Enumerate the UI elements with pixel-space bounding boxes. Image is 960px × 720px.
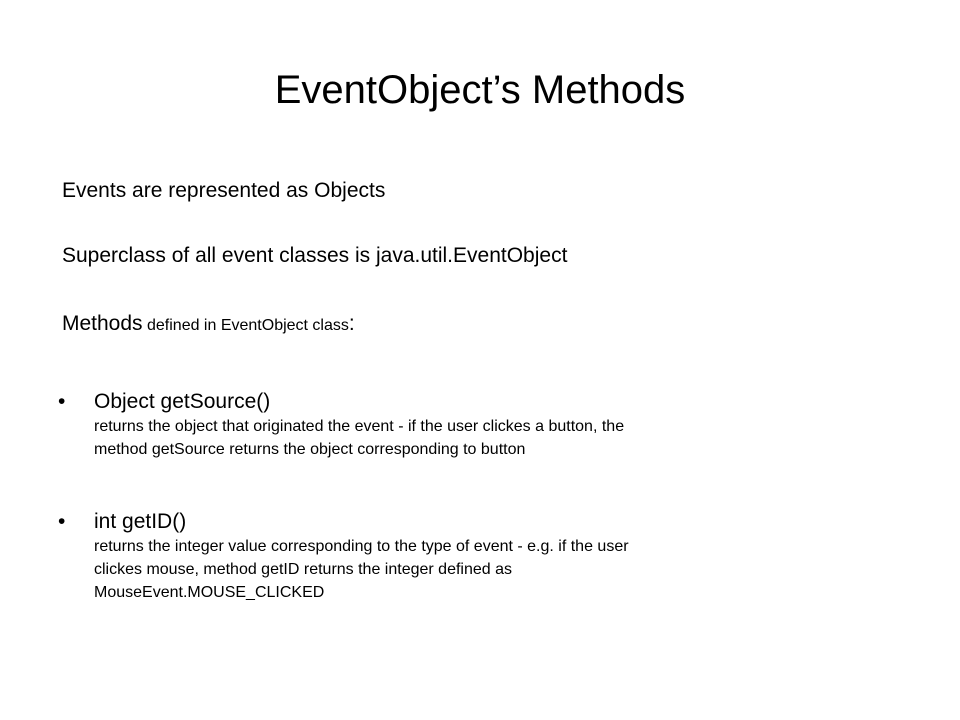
method-item-getid bbox=[94, 509, 924, 604]
method-item-getsource bbox=[94, 389, 924, 461]
method-description-line: method getSource returns the object corresponding to button bbox=[94, 441, 526, 458]
methods-intro-detail: defined in EventObject class bbox=[142, 317, 349, 334]
bullet-marker: • bbox=[58, 510, 66, 533]
method-description bbox=[94, 415, 924, 461]
methods-intro-lead: Methods bbox=[62, 312, 143, 335]
method-signature: Object getSource() bbox=[94, 390, 271, 413]
text-line-superclass: Superclass of all event classes is java.util.EventObject bbox=[62, 244, 568, 267]
bullet-marker: • bbox=[58, 390, 66, 413]
text-line-events-objects: Events are represented as Objects bbox=[62, 179, 386, 202]
method-description-line: MouseEvent.MOUSE_CLICKED bbox=[94, 584, 325, 601]
method-description bbox=[94, 535, 924, 604]
method-description-line: clickes mouse, method getID returns the integer defined as bbox=[94, 561, 512, 578]
method-signature: int getID() bbox=[94, 510, 187, 533]
method-description-line: returns the integer value corresponding to the type of event - e.g. if the user bbox=[94, 538, 629, 555]
method-description-line: returns the object that originated the event - if the user clickes a button, the bbox=[94, 418, 625, 435]
slide-title: EventObject’s Methods bbox=[274, 68, 686, 112]
methods-intro bbox=[62, 311, 355, 339]
methods-intro-colon: : bbox=[348, 312, 355, 335]
